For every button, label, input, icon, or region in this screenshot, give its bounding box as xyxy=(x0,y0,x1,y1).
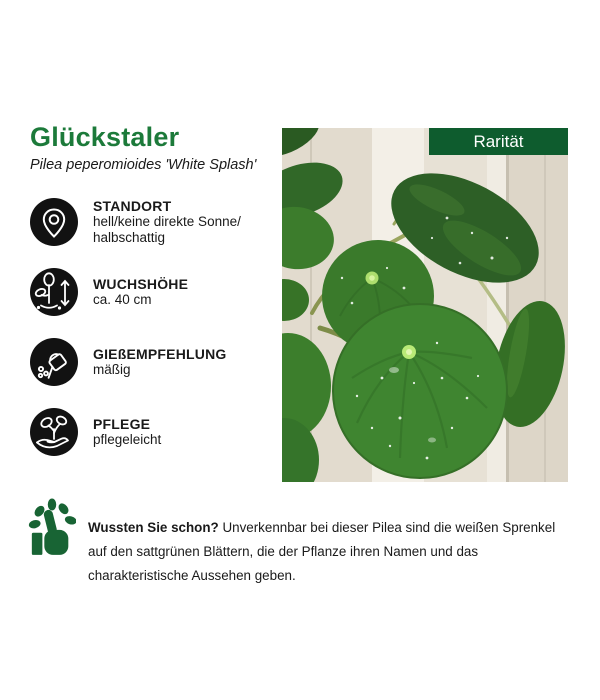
info-label: STANDORT xyxy=(93,198,172,214)
info-row-wuchshoehe xyxy=(30,268,188,316)
did-you-know-body: Unverkennbar bei dieser Pilea sind die weißen Sprenkel auf den sattgrünen Blättern, die der Pflanze ihren Namen und das charakteristische Aussehen geben. xyxy=(88,520,556,584)
pilea-plant-photo xyxy=(282,128,568,482)
info-row-pflege xyxy=(30,408,161,456)
location-pin-icon xyxy=(30,198,78,246)
did-you-know-text xyxy=(88,516,576,588)
info-row-giessempfehlung xyxy=(30,338,226,386)
info-label: GIEßEMPFEHLUNG xyxy=(93,346,227,362)
did-you-know-lead: Wussten Sie schon? xyxy=(88,520,219,536)
botanical-name: Pilea peperomioides 'White Splash' xyxy=(30,157,257,173)
growth-height-icon xyxy=(30,268,78,316)
info-value: pflegeleicht xyxy=(93,432,162,447)
watering-can-icon xyxy=(30,338,78,386)
info-value: ca. 40 cm xyxy=(93,292,152,307)
plant-illustration xyxy=(282,128,568,482)
care-hand-icon xyxy=(30,408,78,456)
page-title: Glückstaler xyxy=(30,122,180,152)
info-label: PFLEGE xyxy=(93,416,151,432)
info-value: halbschattig xyxy=(93,230,166,245)
rarity-badge: Rarität xyxy=(429,128,568,155)
info-value: hell/keine direkte Sonne/ xyxy=(93,214,241,229)
info-label: WUCHSHÖHE xyxy=(93,276,189,292)
thumbs-up-leaves-icon xyxy=(28,497,76,564)
info-row-standort xyxy=(30,198,241,246)
info-value: mäßig xyxy=(93,362,131,377)
